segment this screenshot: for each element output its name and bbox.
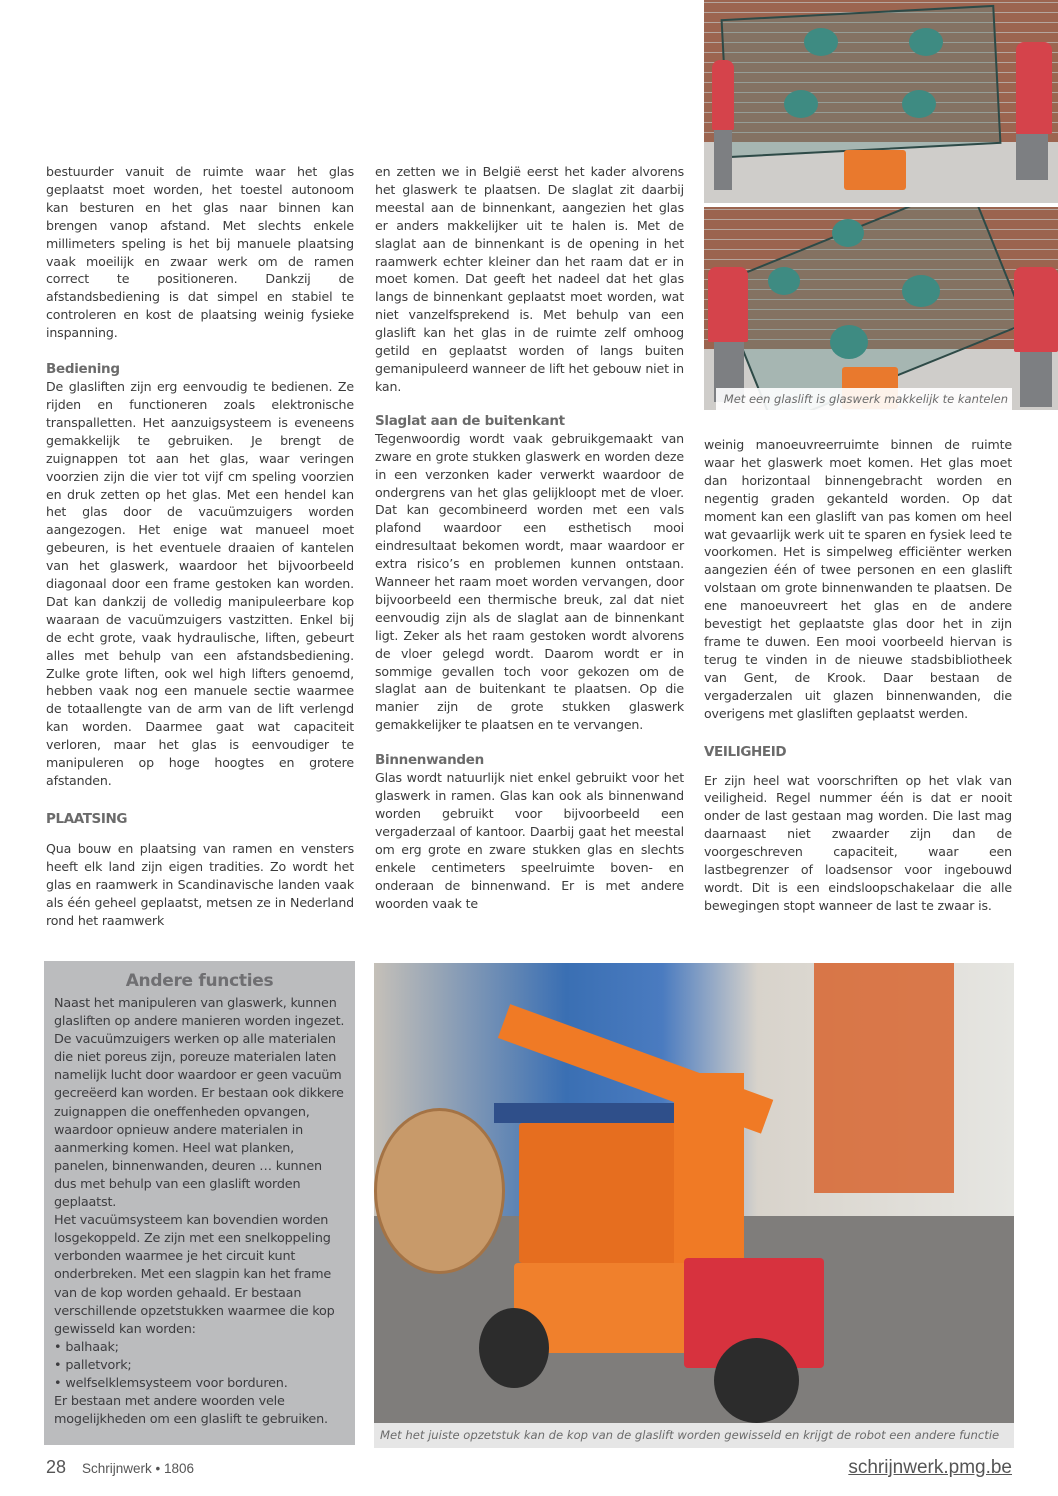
bullet-item: • palletvork;: [54, 1357, 345, 1375]
top-photo-caption: Met een glaslift is glaswerk makkelijk te kantelen: [716, 388, 1012, 410]
magazine-issue: Schrijnwerk • 1806: [82, 1461, 195, 1476]
veiligheid-text: Er zijn heel wat voorschriften op het vlak van veiligheid. Regel nummer één is dat er nooit onder de last gestaan mag worden. Die last mag daarnaast niet zwaarder zijn dan de voorgeschreven capaciteit, waar een lastbegrenzer of loadsensor voor ingebouwd wordt. Dit is een eindsloopschakelaar die alle bewegingen stopt wanneer de last te zwaar is.: [704, 772, 1012, 913]
slaglat-text: Tegenwoordig wordt vaak gebruikgemaakt van zware en grote stukken glaswerk en worden deze in een verzonken kader verwerkt waardoor de ondergrens van het glas gelijkloopt met de vloer. Dat kan gecombineerd worden met een vals plafond waardoor een esthetisch mooi eindresultaat bekomen wordt, maar waardoor er extra risico’s en problemen kunnen ontstaan. Wanneer het raam moet worden vervangen, door bijvoorbeeld een thermische breuk, zal dat niet eenvoudig zijn als de slaglat aan de binnenkant ligt. Zeker als het raam gestoken wordt alvorens de vloer gelegd wordt. Daarom wordt er in sommige gevallen toch voor gekozen om de slaglat aan de buitenkant te plaatsen. Op die manier zijn de grote stukken glaswerk gemakkelijker te plaatsen en te vervangen.: [375, 430, 684, 733]
photo-glass-lift-upright: [704, 0, 1058, 203]
column1-intro: bestuurder vanuit de ruimte waar het glas geplaatst moet worden, het toestel autonoom kan besturen en het glas naar binnen kan brengen vanop afstand. Met slechts enkele millimeters speling is het bij manuele plaatsing vaak moeilijk en zwaar werk om de ramen correct te positioneren. Dankzij de afstandsbediening is dat simpel en stabiel te controleren en kost de plaatsing weinig fysieke inspanning.: [46, 164, 354, 341]
photo-orange-glass-lift-workshop: [374, 963, 1014, 1423]
heading-plaatsing: PLAATSING: [46, 810, 128, 827]
article-column-3: [704, 436, 1012, 915]
heading-veiligheid: VEILIGHEID: [704, 743, 787, 760]
plaatsing-text: Qua bouw en plaatsing van ramen en vensters heeft elk land zijn eigen tradities. Zo wordt het glas en raamwerk in Scandinavische landen vaak als één geheel geplaatst, metsen ze in Nederland rond het raamwerk: [46, 840, 354, 928]
article-column-2: [375, 163, 684, 912]
page-number: 28: [46, 1457, 67, 1477]
heading-binnenwanden: Binnenwanden: [375, 752, 484, 769]
binnenwanden-text: Glas wordt natuurlijk niet enkel gebruikt voor het glaswerk in ramen. Glas kan ook als binnenwand worden gebruikt voor bijvoorbeeld een vergaderzaal of kantoor. Daarbij gaat het meestal om erg grote en zware stukken glas en slechts enkele centimeters speelruimte boven- en onderaan de binnenwand. Er is met andere woorden vaak te: [375, 770, 684, 911]
article-column-1: [46, 163, 354, 929]
sidebar-para-3: Er bestaan met andere woorden vele mogelijkheden om een glaslift te gebruiken.: [54, 1394, 328, 1428]
sidebar-para-1: Naast het manipuleren van glaswerk, kunnen glasliften op andere manieren worden ingezet. De vacuümzuigers werken op alle materialen die niet poreus zijn, poreuze materialen laten namelijk lucht door waardoor er geen vacuüm gecreëerd kan worden. Er bestaan ook dikkere zuignappen die oneffenheden opvangen, waardoor opnieuw andere materialen in aanmerking komen. Heel wat planken, panelen, binnenwanden, deuren … kunnen dus met behulp van een glaslift worden geplaatst.: [54, 996, 345, 1211]
column2-intro: en zetten we in België eerst het kader alvorens het glaswerk te plaatsen. De slaglat zit daarbij meestal aan de binnenkant, aangezien het glas er anders makkelijker uit te halen is. Met de slaglat aan de binnenkant is de opening in het raamwerk echter kleiner dan het raam dat er in moet komen. Dat geeft het nadeel dat het glas langs de binnenkant geplaatst moet worden, wat niet vanzelfsprekend is. Met behulp van een glaslift kan het glas in de ruimte zelf omhoog getild en geplaatst worden of langs buiten gemanipuleerd wanneer de lift het gebouw niet in kan.: [375, 164, 684, 394]
sidebar-andere-functies: [44, 961, 355, 1445]
sidebar-para-2: Het vacuümsysteem kan bovendien worden losgekoppeld. Ze zijn met een snelkoppeling verbonden waarmee je het circuit kunt onderbreken. Met een slagpin kan het frame van de kop worden gehaald. Er bestaan verschillende opzetstukken waarmee die kop gewisseld kan worden:: [54, 1213, 335, 1337]
bediening-text: De glasliften zijn erg eenvoudig te bedienen. Ze rijden en functioneren zoals elektronische transpalletten. Het aanzuigsysteem is eveneens gemakkelijk te gebruiken. Je brengt de zuignappen tot aan het glas, waar veringen voorzien zijn die vier tot vijf cm speling voorzien en druk zetten op het glas. Met een hendel kan het glas door de vacuümzuigers worden aangezogen. Het enige wat manueel moet gebeuren, is het eventuele draaien of kantelen van het glaswerk, waardoor het bijvoorbeeld diagonaal door een frame gestoken kan worden. Dat kan dankzij de volledig manipuleerbare kop waaraan de vacuümzuigers vastzitten. Enkel bij de echt grote, vaak hydraulische, liften, gebeurt alles met behulp van een afstandsbediening. Zulke grote liften, ook wel high lifters genoemd, hebben vaak nog een manuele sectie waarmee de totaallengte van de arm van de lift verlengd kan worden. Daarmee gaat wat capaciteit verloren, maar het glas is eenvoudiger te manipuleren op hoge hoogtes en grotere afstanden.: [46, 379, 354, 788]
sidebar-title: Andere functies: [125, 971, 274, 991]
bottom-photo-caption: Met het juiste opzetstuk kan de kop van de glaslift worden gewisseld en krijgt de robot een andere functie: [374, 1423, 1014, 1448]
bullet-item: • welfselklemsysteem voor borduren.: [54, 1375, 345, 1393]
column3-intro: weinig manoeuvreerruimte binnen de ruimte waar het glaswerk moet komen. Het glas moet dan horizontaal binnengebracht worden en negentig graden gekanteld worden. Op dat moment kan een glaslift van pas komen om heel wat gevaarlijk werk uit te sparen en fysiek leed te voorkomen. Het is simpelweg efficiënter werken aangezien één of twee personen en een glaslift volstaan om grote binnenwanden te plaatsen. De ene manoeuvreert het glas en de andere bevestigt het geplaatste glas door het in zijn frame te duwen. Een mooi voorbeeld hiervan is terug te vinden in de nieuwe stadsbibliotheek van Gent, de Krook. Daar bestaan de vergaderzalen uit glazen binnenwanden, die overigens met glasliften geplaatst werden.: [704, 437, 1012, 721]
bullet-item: • balhaak;: [54, 1339, 345, 1357]
sidebar-bullet-list: [54, 1339, 345, 1393]
heading-bediening: Bediening: [46, 361, 120, 378]
website-link[interactable]: schrijnwerk.pmg.be: [848, 1457, 1012, 1478]
heading-slaglat: Slaglat aan de buitenkant: [375, 412, 565, 429]
photo-glass-lift-tilted: [704, 207, 1058, 410]
